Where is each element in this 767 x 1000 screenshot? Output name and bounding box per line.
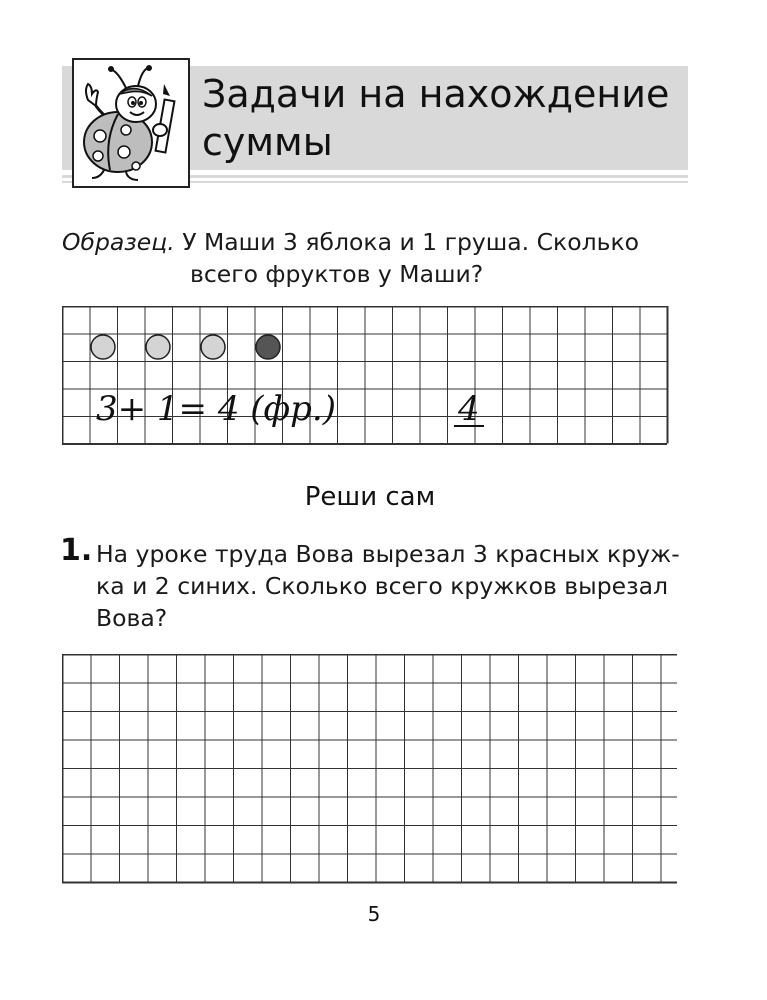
section-title: Реши сам — [304, 482, 436, 512]
task-text: На уроке труда Вова вырезал 3 красных круж- ка и 2 синих. Сколько всего кружков вырезал Вова? — [96, 540, 680, 632]
page-title: Задачи на нахождение суммы — [202, 72, 670, 164]
sample-label: Образец. — [62, 228, 175, 256]
mascot-frame — [72, 58, 190, 188]
counting-circle — [256, 335, 280, 359]
sample-answer: 4 — [458, 389, 480, 429]
sample-text-line2: всего фруктов у Маши? — [190, 260, 484, 288]
counting-circle — [146, 335, 170, 359]
page-number: 5 — [367, 902, 381, 926]
task-number: 1. — [60, 533, 93, 568]
answer-grid — [62, 654, 677, 886]
sample-text-line1: У Маши 3 яблока и 1 груша. Сколько — [182, 228, 640, 256]
sample-problem — [62, 226, 702, 288]
sample-solution: 3+ 1= 4 (фр.) — [96, 389, 337, 429]
counting-circle — [91, 335, 115, 359]
counting-circle — [201, 335, 225, 359]
sample-grid — [62, 306, 677, 446]
ladybug-with-pencil-icon — [74, 60, 188, 186]
